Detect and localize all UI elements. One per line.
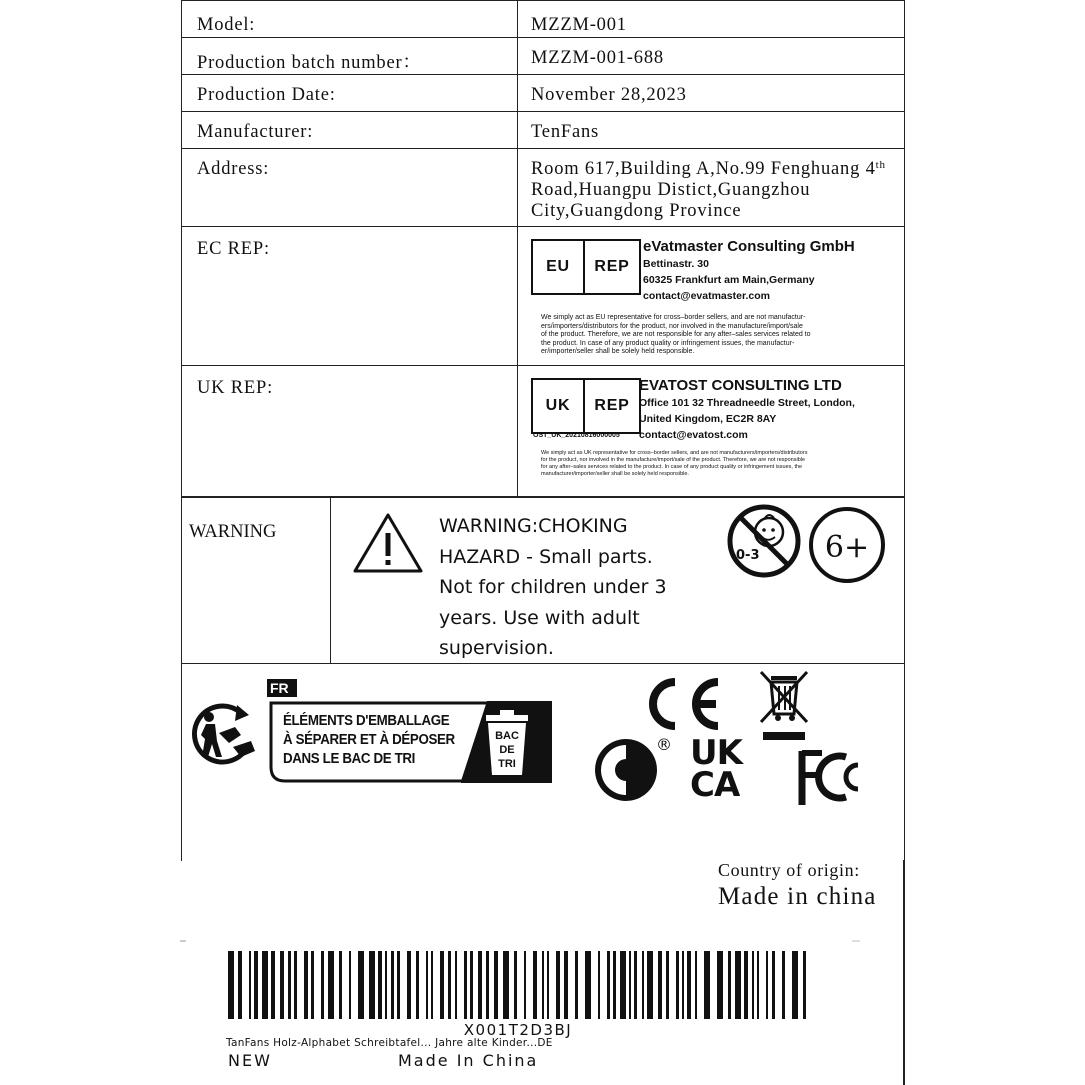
- manufacturer-label: Manufacturer:: [197, 122, 314, 142]
- model-label-cell: [182, 1, 518, 38]
- compliance-marks-section: [181, 663, 905, 861]
- uk-rep-badge-left: UK: [533, 380, 585, 432]
- fcc-mark-icon: [796, 747, 868, 807]
- barcode-bar: [542, 951, 544, 1019]
- barcode-bar: [704, 951, 710, 1019]
- ec-rep-address: [643, 237, 855, 304]
- uk-rep-address: [639, 376, 855, 443]
- no-children-under-3-icon: [730, 507, 798, 575]
- barcode-bar: [271, 951, 275, 1019]
- barcode-bar: [782, 951, 785, 1019]
- barcode-bar: [772, 951, 775, 1019]
- triman-info-panel: [267, 679, 552, 783]
- batch-label: Production batch number：: [197, 53, 422, 73]
- barcode-bar: [620, 951, 626, 1019]
- barcode-bar: [717, 951, 723, 1019]
- barcode-bar: [695, 951, 697, 1019]
- barcode-bar: [757, 951, 759, 1019]
- disclaimer-line: ers/importers/distributors for the product, nor involved in the manufacture/import/sale: [541, 322, 803, 330]
- ec-rep-label: EC REP:: [197, 239, 270, 259]
- address-line-2: Road,Huangpu Distict,Guangzhou: [531, 180, 811, 200]
- ukca-top: UK: [690, 733, 742, 773]
- age-badge-text: 6+: [824, 530, 870, 565]
- barcode-bar: [391, 951, 394, 1019]
- eu-rep-badge-right: REP: [594, 258, 630, 275]
- disclaimer-line: er/importer/seller shall be solely held responsible.: [541, 348, 695, 355]
- origin-title: Country of origin:: [718, 860, 860, 880]
- warning-triangle-icon: [352, 512, 424, 574]
- barcode-origin: Made In China: [398, 1051, 539, 1070]
- barcode-bar: [556, 951, 560, 1019]
- barcode-bar: [647, 951, 653, 1019]
- triman-recycle-icon: [189, 699, 261, 765]
- barcode-bar: [735, 951, 741, 1019]
- uk-rep-label: UK REP:: [197, 378, 274, 398]
- disclaimer-line: We simply act as EU representative for cross–border sellers, and are not manufactur-: [541, 314, 806, 321]
- barcode-bar: [575, 951, 578, 1019]
- bin-line: DE: [499, 744, 515, 756]
- barcode-bar: [728, 951, 731, 1019]
- barcode-bar: [328, 951, 334, 1019]
- warning-line: HAZARD - Small parts.: [439, 545, 653, 568]
- warning-line: Not for children under 3: [439, 576, 667, 598]
- barcode-bar: [349, 951, 351, 1019]
- barcode-bar: [486, 951, 489, 1019]
- table-row: [182, 366, 905, 497]
- warning-section: [181, 497, 905, 664]
- address-value: [531, 149, 904, 222]
- uk-rep-street: Office 101 32 Threadneedle Street, London,: [639, 397, 855, 409]
- address-line-3: City,Guangdong Province: [531, 201, 742, 221]
- uk-rep-disclaimer: [541, 450, 886, 478]
- age-symbol-text: 0-3: [736, 548, 760, 563]
- barcode-bar: [564, 951, 568, 1019]
- barcode-bar: [634, 951, 637, 1019]
- barcode-bar: [676, 951, 679, 1019]
- warning-label-cell: [182, 498, 331, 663]
- barcode-bar: [249, 951, 251, 1019]
- registered-mark: ®: [656, 735, 672, 754]
- uk-rep-badge: [531, 378, 641, 434]
- barcode-bar: [304, 951, 308, 1019]
- ec-rep-company: eVatmaster Consulting GmbH: [643, 238, 855, 255]
- uk-rep-code: OST_UK_20210816000005: [533, 432, 620, 439]
- ukca-mark-icon: [690, 733, 752, 805]
- disclaimer-line: We simply act as UK representative for cross–border sellers, and are not manufacturers/importers/distributors: [541, 450, 808, 456]
- barcode-bar: [533, 951, 537, 1019]
- barcode-bar: [288, 951, 291, 1019]
- product-info-table: [181, 0, 905, 497]
- uk-rep-email: contact@evatost.com: [639, 429, 748, 441]
- eu-rep-badge-left: EU: [533, 241, 585, 293]
- warning-label: WARNING: [189, 522, 277, 542]
- triman-text: [283, 712, 455, 769]
- uk-rep-badge-right: REP: [594, 397, 630, 414]
- barcode-bar: [440, 951, 444, 1019]
- bin-line: BAC: [495, 730, 519, 742]
- country-of-origin: [718, 860, 877, 911]
- manufacturer-value: TenFans: [531, 122, 600, 142]
- triman-line: ÉLÉMENTS D'EMBALLAGE: [283, 713, 450, 729]
- barcode-bar: [464, 951, 467, 1019]
- warning-text: [439, 511, 709, 664]
- barcode-bar: [666, 951, 669, 1019]
- barcode-bar: [547, 951, 549, 1019]
- barcode-bar: [407, 951, 411, 1019]
- warning-line: WARNING:CHOKING: [439, 515, 628, 537]
- table-row: [182, 38, 905, 75]
- ec-rep-disclaimer: [541, 314, 881, 357]
- fnsku-code: X001T2D3BJ: [463, 1021, 573, 1039]
- barcode-bar: [426, 951, 428, 1019]
- barcode-bar: [478, 951, 482, 1019]
- uk-rep-company: EVATOST CONSULTING LTD: [639, 377, 842, 394]
- disclaimer-line: for the product, nor involved in the manufacture/import/sale of the product. Therefore, we are not responsible: [541, 457, 806, 463]
- barcode-bar: [629, 951, 631, 1019]
- barcode-bar: [238, 951, 242, 1019]
- uk-rep-city: United Kingdom, EC2R 8AY: [639, 413, 777, 425]
- barcode-bar: [455, 951, 457, 1019]
- barcode-bar: [766, 951, 768, 1019]
- table-row: [182, 149, 905, 227]
- barcode-bar: [378, 951, 382, 1019]
- triman-line: À SÉPARER ET À DÉPOSER: [283, 732, 455, 748]
- triman-country: FR: [270, 680, 289, 696]
- barcode-bar: [470, 951, 473, 1019]
- sorting-bin-icon: [482, 709, 532, 777]
- barcode-bar: [254, 951, 258, 1019]
- batch-value: MZZM-001-688: [531, 48, 664, 68]
- disclaimer-line: for any after–sales services related to the product. In case of any product quality or infringement issues, the: [541, 464, 803, 470]
- model-label: Model:: [197, 15, 256, 35]
- crossed-out-wheelie-bin-icon: [757, 668, 813, 744]
- ec-rep-city: 60325 Frankfurt am Main,Germany: [643, 274, 815, 286]
- sticker-edge: [180, 937, 860, 945]
- product-title: TanFans Holz-Alphabet Schreibtafel... Jahre alte Kinder...DE: [226, 1037, 553, 1049]
- barcode-bar: [431, 951, 433, 1019]
- barcode-bar: [369, 951, 375, 1019]
- item-condition: NEW: [228, 1051, 272, 1070]
- barcode-bar: [228, 951, 234, 1019]
- barcode-bar: [397, 951, 400, 1019]
- disclaimer-line: manufacturer/importer/seller shall be solely held responsible.: [541, 471, 689, 477]
- eu-rep-badge: [531, 239, 641, 295]
- barcode-bar: [642, 951, 644, 1019]
- ec-rep-street: Bettinastr. 30: [643, 258, 709, 270]
- barcode-bar: [524, 951, 526, 1019]
- barcode-bar: [744, 951, 748, 1019]
- address-label: Address:: [197, 159, 270, 179]
- barcode-bar: [792, 951, 798, 1019]
- warning-symbols: [725, 502, 895, 584]
- barcode-bar: [752, 951, 754, 1019]
- ce-mark-icon: [642, 677, 722, 731]
- barcode-bar: [311, 951, 314, 1019]
- triman-line: DANS LE BAC DE TRI: [283, 751, 415, 767]
- ukca-bottom: CA: [690, 765, 740, 805]
- bin-line: TRI: [498, 758, 516, 770]
- barcode-bar: [339, 951, 342, 1019]
- production-date-value: November 28,2023: [531, 85, 687, 105]
- table-row: [182, 112, 905, 149]
- table-row: [182, 1, 905, 38]
- production-date-label: Production Date:: [197, 85, 336, 105]
- warning-line: supervision.: [439, 637, 554, 659]
- barcode-bar: [262, 951, 268, 1019]
- barcode-bar: [613, 951, 616, 1019]
- model-value: MZZM-001: [531, 15, 627, 35]
- model-value-cell: [518, 1, 905, 38]
- fnsku-barcode: [226, 951, 810, 1019]
- ec-rep-block: [518, 227, 904, 365]
- uk-rep-block: [518, 366, 904, 496]
- ec-rep-email: contact@evatmaster.com: [643, 290, 770, 302]
- barcode-bar: [682, 951, 684, 1019]
- barcode-bar: [687, 951, 691, 1019]
- barcode-bar: [494, 951, 498, 1019]
- barcode-bar: [607, 951, 610, 1019]
- label-border-right: [903, 860, 905, 1085]
- barcode-bar: [358, 951, 364, 1019]
- barcode-bar: [280, 951, 284, 1019]
- address-line-1: Room 617,Building A,No.99 Fenghuang 4: [531, 159, 876, 179]
- barcode-bar: [585, 951, 591, 1019]
- origin-value: Made in china: [718, 883, 877, 910]
- address-line-1-sup: th: [875, 159, 886, 171]
- disclaimer-line: the product. In case of any product quality or infringement issues, the manufactur-: [541, 339, 795, 347]
- disclaimer-line: of the product. Therefore, we are not responsible for any after–sales services related to: [541, 331, 811, 338]
- barcode-bar: [598, 951, 600, 1019]
- barcode-bar: [514, 951, 517, 1019]
- barcode-bar: [294, 951, 297, 1019]
- barcode-bar: [321, 951, 324, 1019]
- age-6-plus-icon: [811, 509, 883, 581]
- barcode-bar: [385, 951, 387, 1019]
- barcode-bar: [803, 951, 806, 1019]
- barcode-bar: [658, 951, 662, 1019]
- barcode-bar: [503, 951, 509, 1019]
- table-row: [182, 75, 905, 112]
- green-dot-icon: [593, 737, 659, 803]
- table-row: [182, 227, 905, 366]
- warning-line: years. Use with adult: [439, 606, 640, 629]
- barcode-bar: [416, 951, 419, 1019]
- barcode-bar: [448, 951, 451, 1019]
